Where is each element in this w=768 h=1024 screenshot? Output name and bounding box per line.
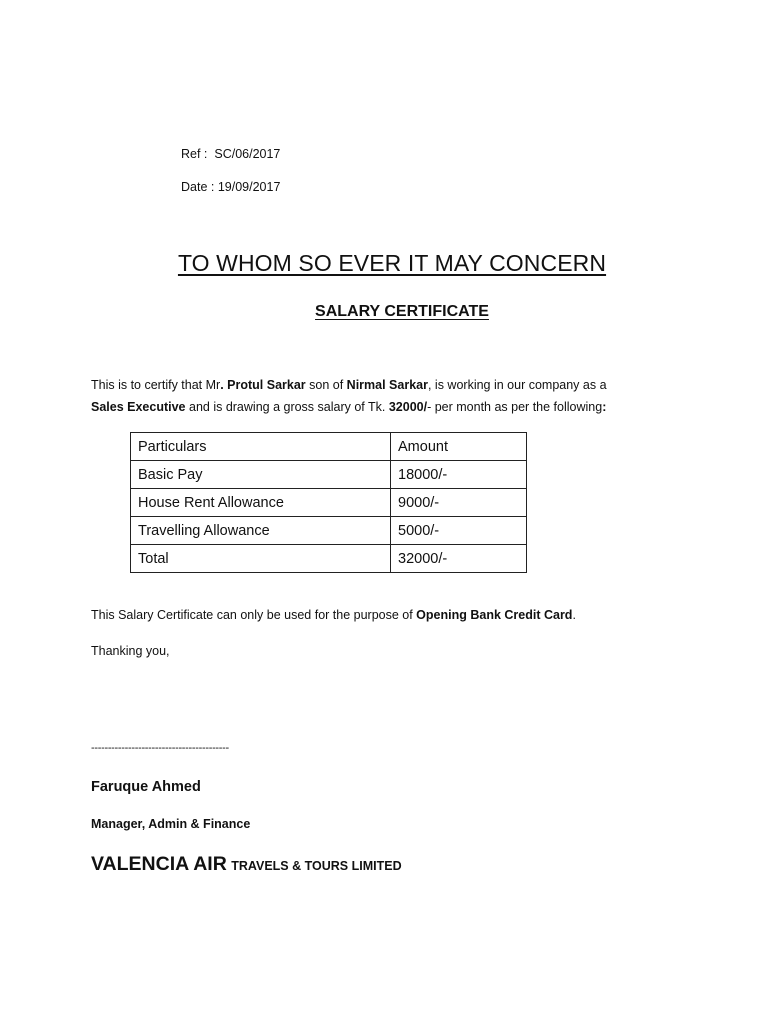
date-value: 19/09/2017 <box>217 180 281 194</box>
table-row <box>131 461 527 489</box>
certificate-purpose: Opening Bank Credit Card <box>416 608 573 622</box>
intro-text-2: . <box>220 378 228 392</box>
company-name-rest: TRAVELS & TOURS LIMITED <box>231 859 402 873</box>
employee-position: Sales Executive <box>91 400 186 414</box>
table-cell-particular: House Rent Allowance <box>131 489 391 517</box>
table-header-row <box>131 433 527 461</box>
gross-salary: 32000/ <box>388 400 428 414</box>
ref-label: Ref : <box>181 147 208 161</box>
document-title: TO WHOM SO EVER IT MAY CONCERN <box>177 250 607 276</box>
signer-name: Faruque Ahmed <box>91 779 201 795</box>
intro-text-4: , is working in our company as a <box>427 378 607 392</box>
table-row <box>131 517 527 545</box>
salary-breakdown-table <box>130 432 527 573</box>
table-header-amount: Amount <box>391 433 527 461</box>
table-cell-amount: 18000/- <box>391 461 527 489</box>
document-subtitle: SALARY CERTIFICATE <box>315 303 489 320</box>
table-cell-amount: 9000/- <box>391 489 527 517</box>
intro-paragraph <box>91 374 691 418</box>
table-row-total <box>131 545 527 573</box>
employee-name: Protul Sarkar <box>227 378 306 392</box>
table-cell-particular: Basic Pay <box>131 461 391 489</box>
ref-value: SC/06/2017 <box>214 147 281 161</box>
table-cell-particular: Total <box>131 545 391 573</box>
intro-text-7: : <box>602 400 607 414</box>
purpose-text-2: . <box>572 608 576 622</box>
table-cell-amount: 32000/- <box>391 545 527 573</box>
father-name: Nirmal Sarkar <box>346 378 428 392</box>
closing-line: Thanking you, <box>91 644 170 658</box>
reference-number <box>181 147 280 161</box>
company-name <box>91 853 402 876</box>
issue-date <box>181 180 280 194</box>
table-cell-amount: 5000/- <box>391 517 527 545</box>
table-cell-particular: Travelling Allowance <box>131 517 391 545</box>
table-header-particulars: Particulars <box>131 433 391 461</box>
signer-designation: Manager, Admin & Finance <box>91 817 251 831</box>
intro-text-3: son of <box>305 378 347 392</box>
purpose-paragraph <box>91 604 691 626</box>
intro-text-5: and is drawing a gross salary of Tk. <box>185 400 389 414</box>
purpose-text-1: This Salary Certificate can only be used for the purpose of <box>91 608 417 622</box>
company-name-main: VALENCIA AIR <box>91 853 227 875</box>
intro-text-1: This is to certify that Mr <box>91 378 221 392</box>
signature-line: ----------------------------------------- <box>91 742 229 754</box>
table-row <box>131 489 527 517</box>
intro-text-6: - per month as per the following <box>427 400 603 414</box>
date-label: Date : <box>181 180 215 194</box>
